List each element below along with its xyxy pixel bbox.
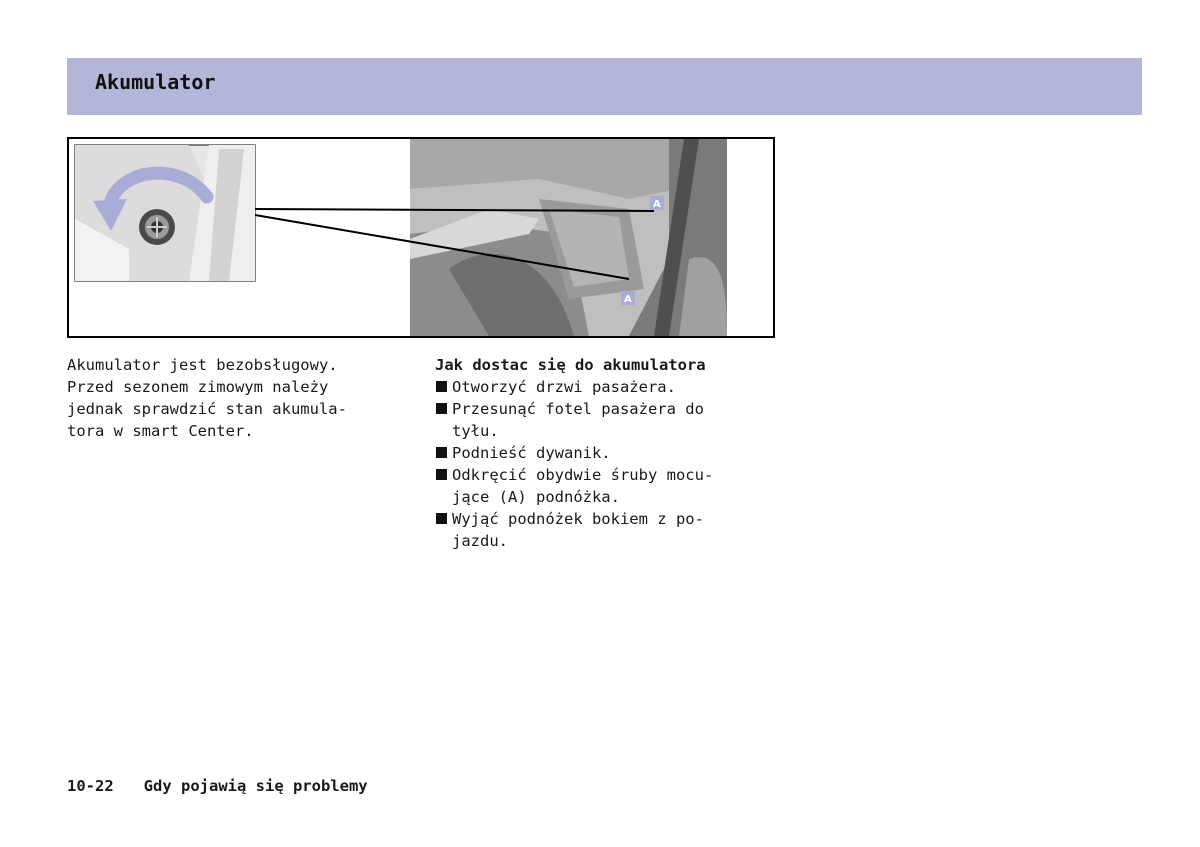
square-bullet-icon: [436, 381, 447, 392]
battery-illustration: [67, 137, 775, 338]
svg-text:A: A: [624, 294, 632, 305]
square-bullet-icon: [436, 403, 447, 414]
procedure-heading: Jak dostac się do akumulatora: [435, 356, 706, 374]
page-footer: [67, 777, 368, 795]
svg-text:A: A: [653, 199, 661, 210]
screw-icon: [139, 209, 175, 245]
inset-detail: [75, 145, 255, 281]
section-title: Akumulator: [95, 70, 216, 94]
callout-a-top: [650, 196, 664, 210]
callout-a-bottom: [621, 291, 635, 305]
square-bullet-icon: [436, 469, 447, 480]
main-view: [410, 139, 727, 336]
intro-paragraph: Akumulator jest bezobsługowy. Przed sezonem zimowym należy jednak sprawdzić stan akumula- tora w smart Center.: [67, 356, 347, 440]
footer-section-title: Gdy pojawią się problemy: [143, 777, 368, 795]
procedure-step: Wyjąć podnóżek bokiem z po- jazdu.: [435, 508, 775, 552]
procedure-step: Podnieść dywanik.: [435, 442, 775, 464]
procedure-step: Otworzyć drzwi pasażera.: [435, 376, 775, 398]
procedure-step: Przesunąć fotel pasażera do tyłu.: [435, 398, 775, 442]
procedure-steps: [435, 376, 775, 552]
illustration-drawing: [69, 139, 773, 336]
square-bullet-icon: [436, 513, 447, 524]
square-bullet-icon: [436, 447, 447, 458]
procedure-section: [435, 354, 775, 552]
page-number: 10-22: [67, 777, 114, 795]
procedure-step: Odkręcić obydwie śruby mocu- jące (A) podnóżka.: [435, 464, 775, 508]
section-header-band: [67, 58, 1142, 115]
